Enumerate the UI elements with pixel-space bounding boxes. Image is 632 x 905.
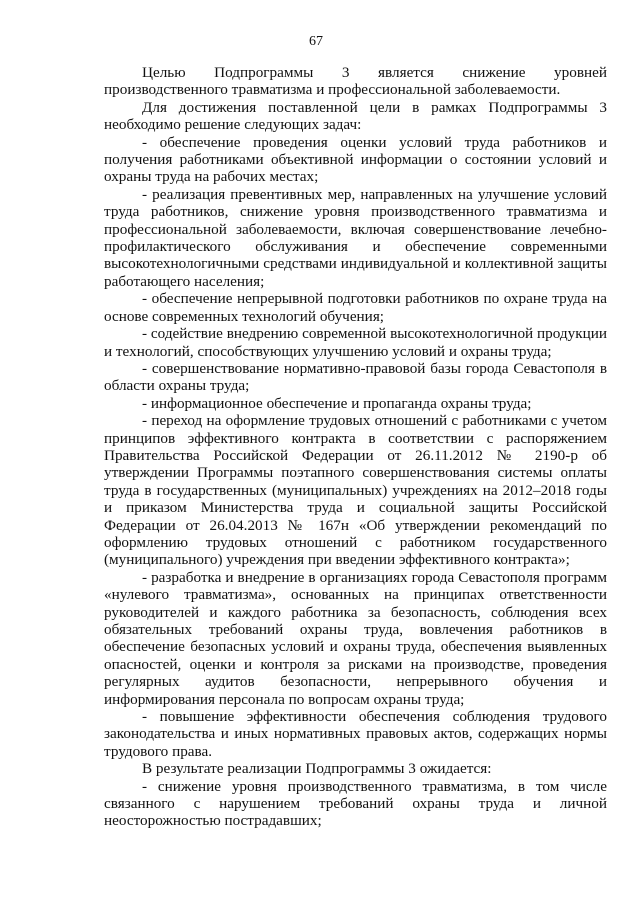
task-item: - содействие внедрению современной высокотехнологичной продукции и технологий, способствующих улучшению условий и охраны труда; xyxy=(104,325,607,360)
task-item: - обеспечение проведения оценки условий труда работников и получения работниками объективной информации о состоянии условий и охраны труда на рабочих местах; xyxy=(104,133,607,186)
task-item: - повышение эффективности обеспечения соблюдения трудового законодательства и иных нормативных правовых актов, содержащих нормы трудового права. xyxy=(104,708,607,760)
task-item: - информационное обеспечение и пропаганда охраны труда; xyxy=(142,394,532,412)
result-item: - снижение уровня производственного травматизма, в том числе связанного с нарушением требований охраны труда и личной неосторожностью пострадавших; xyxy=(104,777,607,830)
task-item: - переход на оформление трудовых отношений с работниками с учетом принципов эффективного контракта в соответствии с распоряжением Правительства Российской Федерации от 26.11.2012 № 2190-р об утверждении Программы поэтапного совершенствования системы оплаты труда в государственных (муниципальных) учреждениях на 2012–2018 годы и приказом Министерства труда и социальной защиты Российской Федерации от 26.04.2013 № 167н «Об утверждении рекомендаций по оформлению трудовых отношений с работником государственного (муниципального) учреждения при введении эффективного контракта»; xyxy=(104,412,607,569)
paragraph-tasks-intro: Для достижения поставленной цели в рамках Подпрограммы 3 необходимо решение следующих задач: xyxy=(104,98,607,134)
document-body xyxy=(104,64,607,830)
task-item: - разработка и внедрение в организациях города Севастополя программ «нулевого травматизма», основанных на принципах ответственности руководителей и каждого работника за безопасность, соблюдения всех обязательных требований охраны труда, вовлечения работников в обеспечение безопасных условий и охраны труда, обеспечения выявленных опасностей, оценки и контроля за рисками на производстве, проведения регулярных аудитов безопасности, непрерывного обучения и информирования персонала по вопросам охраны труда; xyxy=(104,568,607,708)
task-item: - реализация превентивных мер, направленных на улучшение условий труда работников, снижение уровня производственного травматизма и профессиональной заболеваемости, включая совершенствование лечебно-профилактического обслуживания и обеспечение современными высокотехнологичными средствами индивидуальной и коллективной защиты работающего населения; xyxy=(104,185,607,290)
page-number: 67 xyxy=(309,34,323,49)
paragraph-expected-results: В результате реализации Подпрограммы 3 ожидается: xyxy=(142,760,492,778)
paragraph-goal: Целью Подпрограммы 3 является снижение уровней производственного травматизма и профессиональной заболеваемости. xyxy=(104,64,607,99)
task-item: - обеспечение непрерывной подготовки работников по охране труда на основе современных технологий обучения; xyxy=(104,290,607,325)
task-item: - совершенствование нормативно-правовой базы города Севастополя в области охраны труда; xyxy=(104,359,607,395)
